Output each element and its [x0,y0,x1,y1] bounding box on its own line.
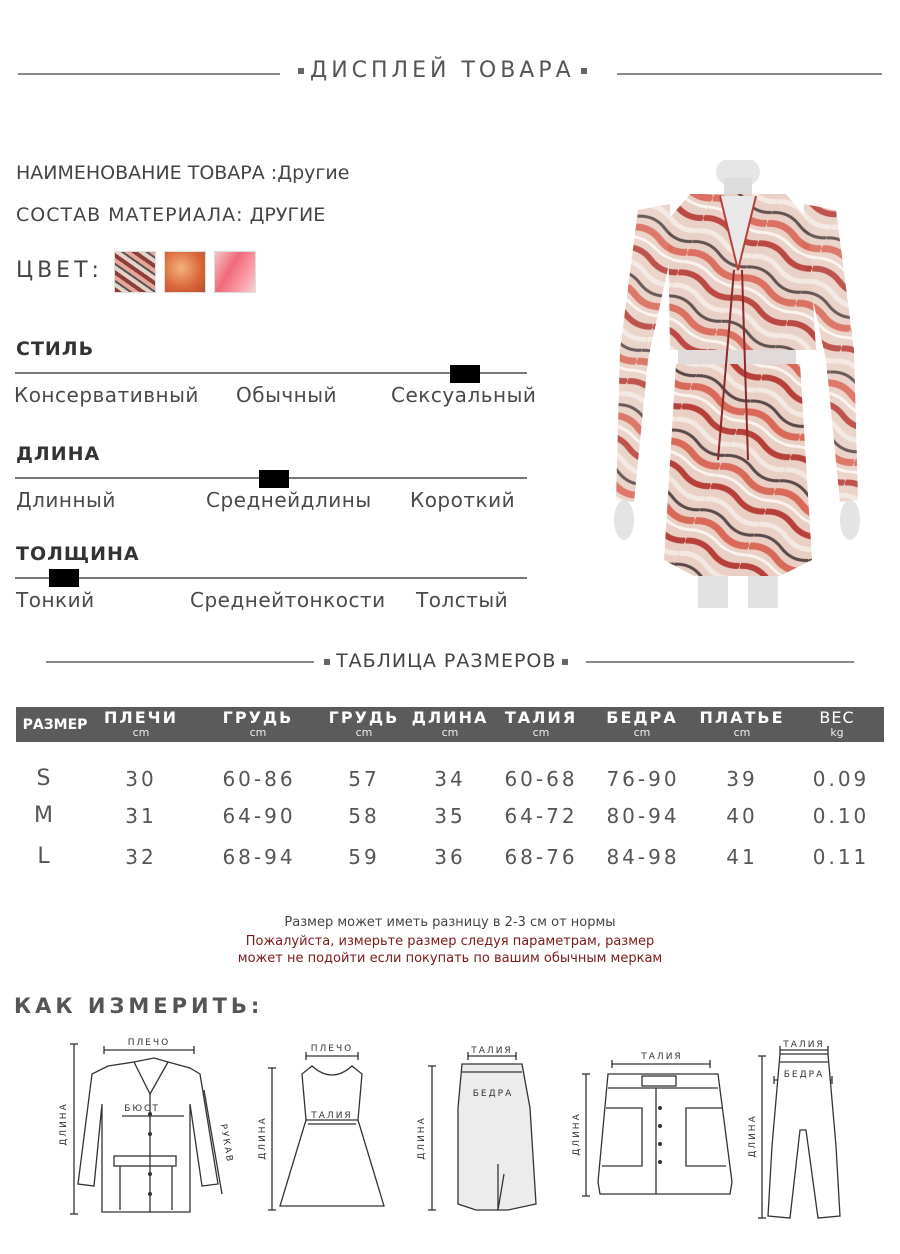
style-option-sexy: Сексуальный [391,383,537,407]
thickness-scale-label: ТОЛЩИНА [16,543,140,565]
skirt-diagram [412,1044,542,1224]
shorts-length-label: ДЛИНА [572,1112,582,1156]
header-bullet-right [581,68,587,74]
note-tolerance: Размер может иметь разницу в 2-3 см от нормы [284,915,616,930]
col-waist: ТАЛИЯ cm [504,708,578,739]
shorts-waist-label: ТАЛИЯ [641,1052,683,1062]
how-to-measure-title: КАК ИЗМЕРИТЬ: [14,994,264,1018]
note-measure-line2: может не подойти если покупать по вашим обычным меркам [237,951,663,966]
pants-length-label: ДЛИНА [748,1114,758,1158]
col-size: РАЗМЕР [22,717,88,733]
shirt-diagram [58,1034,238,1224]
col-shoulders: ПЛЕЧИ cm [104,708,178,739]
row-s-waist: 60-68 [504,767,578,791]
product-material-label: СОСТАВ МАТЕРИАЛА: [16,204,244,226]
header-rule-left [18,73,280,75]
dress-length-label: ДЛИНА [258,1116,268,1160]
product-color-label: ЦВЕТ: [16,258,103,283]
row-m-dress: 40 [726,804,758,828]
row-m-hips: 80-94 [606,804,680,828]
size-table-title-text: ТАБЛИЦА РАЗМЕРОВ [336,650,557,672]
product-photo [598,160,876,608]
col-dress: ПЛАТЬЕ cm [699,708,785,739]
shirt-shoulder-label: ПЛЕЧО [127,1038,171,1048]
row-s-bust: 60-86 [222,767,296,791]
product-material-row [16,204,325,226]
dress-waist-label: ТАЛИЯ [311,1111,353,1121]
color-swatch-stripes[interactable] [114,251,156,293]
skirt-length-label: ДЛИНА [417,1116,427,1160]
pants-diagram [748,1036,858,1226]
length-option-long: Длинный [16,488,116,512]
shirt-sleeve-label: РУКАВ [217,1123,235,1165]
row-m-shoulders: 31 [125,804,157,828]
header-rule-right [617,73,882,75]
row-l-bust: 68-94 [222,845,296,869]
row-l-size: L [37,844,53,869]
product-name-value: Другие [277,162,350,184]
length-scale-label: ДЛИНА [16,443,101,465]
col-hips: БЕДРА cm [606,708,678,739]
row-m-weight: 0.10 [812,804,870,828]
shorts-diagram [570,1048,740,1208]
row-s-hips: 76-90 [606,767,680,791]
product-material-value: ДРУГИЕ [249,204,326,226]
header-bullet-left [298,68,304,74]
row-s-weight: 0.09 [812,767,870,791]
col-weight: ВЕС kg [819,708,855,739]
shirt-length-label: ДЛИНА [59,1102,69,1146]
style-scale-label: СТИЛЬ [16,338,95,360]
row-m-length: 35 [434,804,466,828]
row-l-length: 36 [434,845,466,869]
row-s-dress: 39 [726,767,758,791]
col-bust-2: ГРУДЬ cm [328,708,400,739]
col-length: ДЛИНА cm [411,708,489,739]
length-option-medium: Среднейдлины [206,488,372,512]
color-swatch-orange[interactable] [164,251,206,293]
dress-diagram [258,1040,398,1220]
style-scale-marker [450,365,480,383]
product-name-row [16,162,349,184]
shirt-bust-label: БЮСТ [124,1104,160,1114]
row-l-bust-2: 59 [348,845,380,869]
header-title [292,58,593,83]
row-s-bust-2: 57 [348,767,380,791]
row-s-shoulders: 30 [125,767,157,791]
pants-waist-label: ТАЛИЯ [783,1040,825,1050]
size-table-rule-left [46,661,314,663]
row-l-waist: 68-76 [504,845,578,869]
row-s-length: 34 [434,767,466,791]
product-name-label: НАИМЕНОВАНИЕ ТОВАРА : [16,162,278,184]
row-s-size: S [36,766,54,791]
col-bust: ГРУДЬ cm [222,708,294,739]
thickness-scale-marker [49,569,79,587]
note-measure-line1: Пожалуйста, измерьте размер следуя параметрам, размер [245,934,655,949]
length-option-short: Короткий [410,488,516,512]
thickness-option-medium: Среднейтонкости [190,588,386,612]
size-table-bullet-left [324,659,330,665]
size-table-title [318,650,574,672]
row-m-bust-2: 58 [348,804,380,828]
row-m-size: M [34,803,56,828]
header-title-text: ДИСПЛЕЙ ТОВАРА [310,58,575,83]
row-l-dress: 41 [726,845,758,869]
style-option-conservative: Консервативный [14,383,199,407]
row-l-shoulders: 32 [125,845,157,869]
thickness-scale-track [15,577,527,579]
row-m-waist: 64-72 [504,804,578,828]
style-option-casual: Обычный [236,383,338,407]
row-m-bust: 64-90 [222,804,296,828]
skirt-hips-label: БЕДРА [472,1089,514,1099]
color-swatch-pink[interactable] [214,251,256,293]
pants-hips-label: БЕДРА [783,1070,825,1080]
thickness-option-thin: Тонкий [16,588,95,612]
thickness-option-thick: Толстый [416,588,509,612]
row-l-weight: 0.11 [812,845,870,869]
row-l-hips: 84-98 [606,845,680,869]
length-scale-marker [259,470,289,488]
skirt-waist-label: ТАЛИЯ [471,1046,513,1056]
size-table-rule-right [586,661,854,663]
dress-shoulder-label: ПЛЕЧО [310,1044,354,1054]
size-table-bullet-right [562,659,568,665]
